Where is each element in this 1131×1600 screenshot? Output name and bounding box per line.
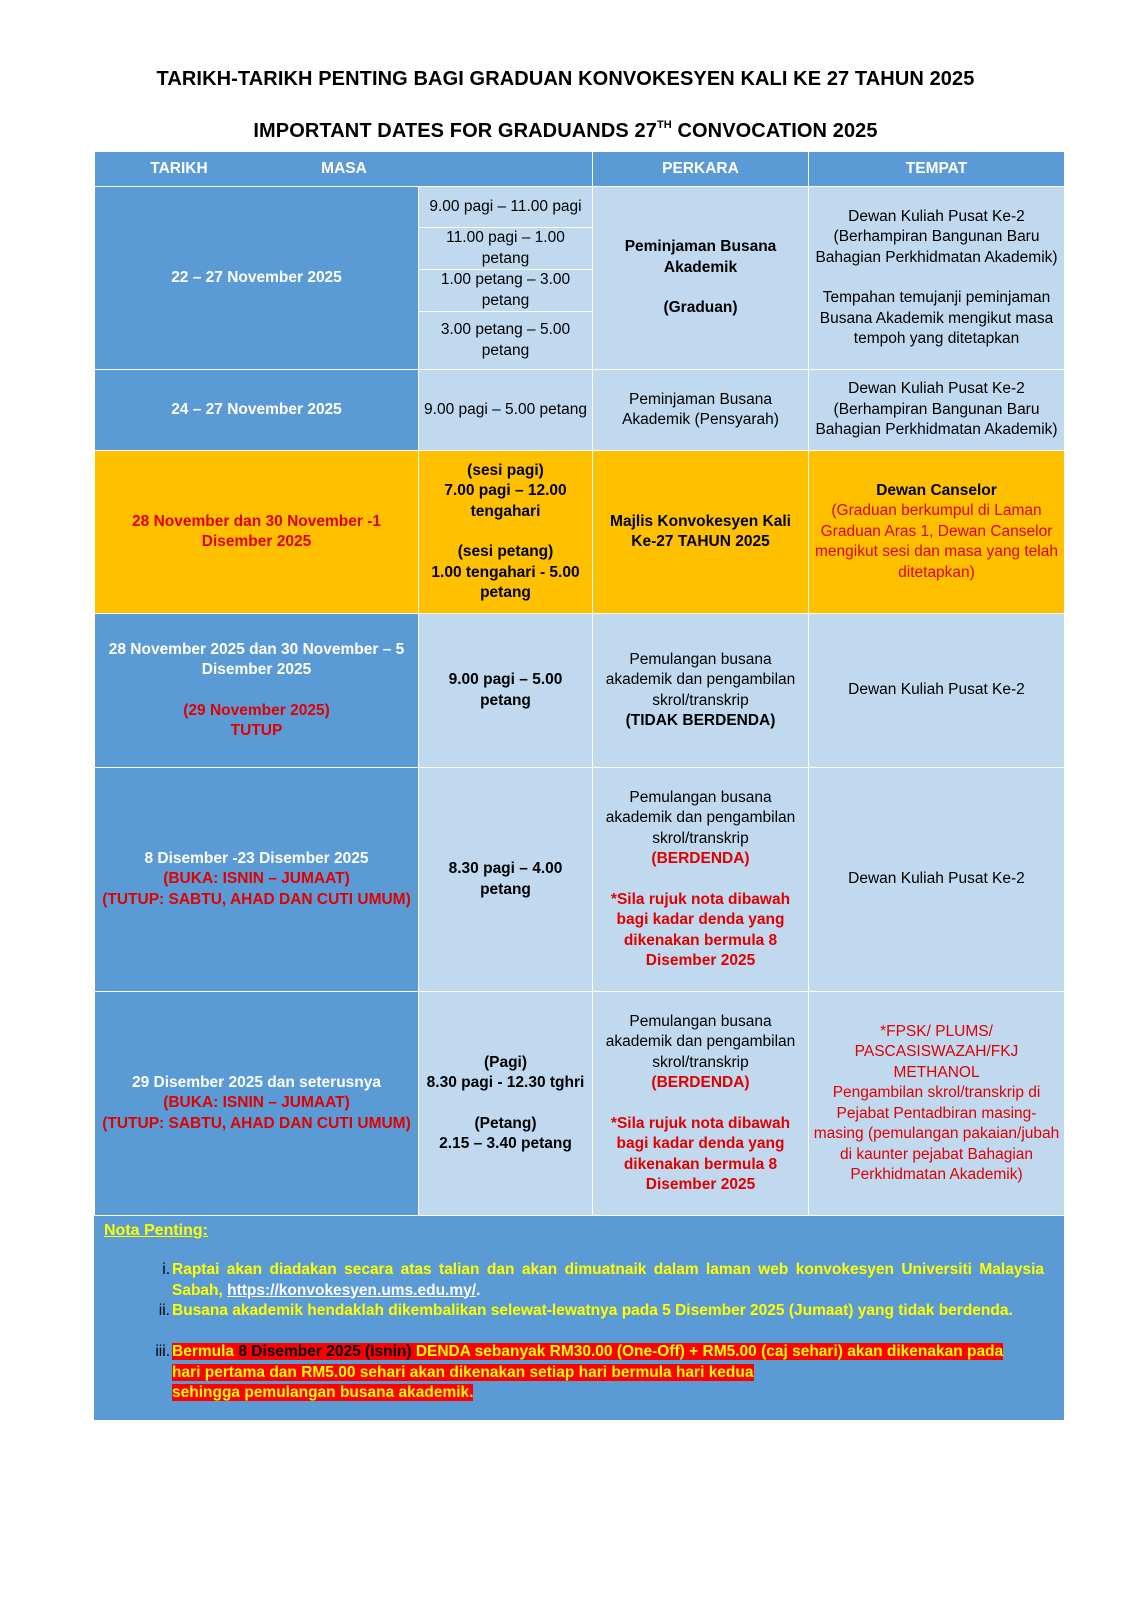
row2-time: 9.00 pagi – 5.00 petang — [419, 370, 593, 451]
convocation-website-link[interactable]: https://konvokesyen.ums.edu.my/ — [227, 1281, 477, 1299]
row1-perkara-text: Peminjaman Busana Akademik — [624, 238, 777, 276]
row4-tempat: Dewan Kuliah Pusat Ke-2 — [809, 614, 1065, 768]
note-3-part1: Bermula — [172, 1343, 239, 1360]
row4-perkara-text: Pemulangan busana akademik dan pengambilan skrol/transkrip — [605, 650, 796, 709]
row6-date-note2: (TUTUP: SABTU, AHAD DAN CUTI UMUM) — [102, 1114, 411, 1132]
note-3-line3: sehingga pemulangan busana akademik. — [172, 1384, 474, 1401]
row4-date-note2: TUTUP — [230, 722, 283, 739]
row3-time — [419, 451, 593, 614]
row3-time-a-label: (sesi pagi) — [467, 461, 544, 479]
table-header-row — [95, 152, 1065, 187]
title-english — [0, 119, 1131, 143]
row5-perkara — [593, 768, 809, 992]
row4-date-note: (29 November 2025) — [183, 701, 330, 719]
note-3-number: iii. — [155, 1343, 170, 1360]
row4-perkara-sub: (TIDAK BERDENDA) — [625, 712, 776, 729]
note-item-3 — [155, 1342, 1044, 1404]
row6-perkara-sub: (BERDENDA) — [651, 1074, 750, 1091]
row4-perkara — [593, 614, 809, 768]
note-3-date: 8 Disember 2025 (Isnin) — [238, 1343, 412, 1360]
row6-tempat-text: *FPSK/ PLUMS/ PASCASISWAZAH/FKJ METHANOL — [854, 1022, 1019, 1081]
table-row — [95, 768, 1065, 992]
row6-perkara-note: *Sila rujuk nota dibawah bagi kadar denda yang dikenakan bermula 8 Disember 2025 — [610, 1114, 791, 1193]
row2-tempat: Dewan Kuliah Pusat Ke-2 (Berhampiran Bangunan Baru Bahagian Perkhidmatan Akademik) — [809, 370, 1065, 451]
row1-time-2: 11.00 pagi – 1.00 petang — [419, 228, 593, 270]
row1-time-1: 9.00 pagi – 11.00 pagi — [419, 187, 593, 228]
note-3-part3: DENDA sebanyak RM30.00 (One-Off) + RM5.00 (caj sehari) akan dikenakan pada — [411, 1343, 1004, 1360]
header-tarikh: TARIKH — [150, 159, 208, 177]
row6-time-a: 8.30 pagi - 12.30 tghri — [426, 1074, 585, 1091]
row6-tempat-note: Pengambilan skrol/transkrip di Pejabat Pentadbiran masing-masing (pemulangan pakaian/jubah di kaunter pejabat Bahagian Perkhidmatan Akademik) — [813, 1084, 1060, 1183]
row5-date-text: 8 Disember -23 Disember 2025 — [144, 849, 369, 867]
notes-title: Nota Penting: — [104, 1222, 208, 1239]
title-english-end: CONVOCATION 2025 — [671, 120, 878, 142]
row6-date-note: (BUKA: ISNIN – JUMAAT) — [163, 1094, 350, 1112]
row3-perkara: Majlis Konvokesyen Kali Ke-27 TAHUN 2025 — [593, 451, 809, 614]
row5-tempat: Dewan Kuliah Pusat Ke-2 — [809, 768, 1065, 992]
note-item-1 — [162, 1260, 1044, 1301]
row3-date: 28 November dan 30 November -1 Disember 2025 — [95, 451, 419, 614]
row2-perkara: Peminjaman Busana Akademik (Pensyarah) — [593, 370, 809, 451]
row5-perkara-text: Pemulangan busana akademik dan pengambilan skrol/transkrip — [605, 788, 796, 847]
row3-time-b: 1.00 tengahari - 5.00 petang — [431, 563, 580, 601]
row1-perkara-sub: (Graduan) — [663, 299, 738, 317]
row5-date-note: (BUKA: ISNIN – JUMAAT) — [163, 870, 350, 888]
row5-perkara-note: *Sila rujuk nota dibawah bagi kadar denda yang dikenakan bermula 8 Disember 2025 — [610, 890, 791, 969]
title-malay: TARIKH-TARIKH PENTING BAGI GRADUAN KONVOKESYEN KALI KE 27 TAHUN 2025 — [156, 68, 975, 90]
row3-time-b-label: (sesi petang) — [457, 543, 554, 560]
important-notes — [94, 1216, 1064, 1420]
row1-perkara — [593, 187, 809, 370]
row5-date — [95, 768, 419, 992]
header-tarikh-masa — [95, 152, 593, 187]
note-2-number: ii. — [158, 1302, 170, 1319]
row6-date — [95, 992, 419, 1216]
header-masa: MASA — [321, 159, 367, 177]
row6-time-b-label: (Petang) — [474, 1114, 537, 1132]
row6-time-b: 2.15 – 3.40 petang — [439, 1135, 572, 1152]
header-perkara: PERKARA — [593, 152, 809, 187]
row3-tempat — [809, 451, 1065, 614]
title-english-main: IMPORTANT DATES FOR GRADUANDS 27 — [253, 120, 657, 142]
row5-date-note2: (TUTUP: SABTU, AHAD DAN CUTI UMUM) — [102, 890, 411, 908]
row4-time: 9.00 pagi – 5.00 petang — [419, 614, 593, 768]
note-1-end: . — [476, 1281, 481, 1299]
header-tempat: TEMPAT — [809, 152, 1065, 187]
note-1-number: i. — [162, 1261, 170, 1278]
table-row — [95, 370, 1065, 451]
row6-time-a-label: (Pagi) — [483, 1053, 528, 1071]
row4-date — [95, 614, 419, 768]
row6-perkara-text: Pemulangan busana akademik dan pengambilan skrol/transkrip — [605, 1012, 796, 1071]
row1-tempat-note: Tempahan temujanji peminjaman Busana Akademik mengikut masa tempoh yang ditetapkan — [819, 289, 1054, 347]
note-item-2 — [158, 1301, 1044, 1322]
row6-tempat — [809, 992, 1065, 1216]
table-row — [95, 451, 1065, 614]
note-2-text: Busana akademik hendaklah dikembalikan selewat-lewatnya pada 5 Disember 2025 (Jumaat) yang tidak berdenda. — [172, 1302, 1013, 1319]
note-1-text: Raptai akan diadakan secara atas talian dan akan dimuatnaik dalam laman web konvokesyen Universiti Malaysia Sabah, — [172, 1261, 1044, 1299]
row2-date: 24 – 27 November 2025 — [95, 370, 419, 451]
table-row — [95, 187, 1065, 228]
table-row — [95, 992, 1065, 1216]
row1-tempat — [809, 187, 1065, 370]
row5-perkara-sub: (BERDENDA) — [651, 850, 750, 867]
table-row — [95, 614, 1065, 768]
row4-date-text: 28 November 2025 dan 30 November – 5 Disember 2025 — [108, 640, 405, 678]
row1-date: 22 – 27 November 2025 — [95, 187, 419, 370]
row5-time: 8.30 pagi – 4.00 petang — [419, 768, 593, 992]
note-3-line2: hari pertama dan RM5.00 sehari akan dikenakan setiap hari bermula hari kedua — [172, 1363, 754, 1381]
title-english-superscript: TH — [656, 119, 672, 131]
row3-time-a: 7.00 pagi – 12.00 tengahari — [444, 482, 567, 520]
row6-perkara — [593, 992, 809, 1216]
row6-date-text: 29 Disember 2025 dan seterusnya — [132, 1073, 381, 1091]
row3-tempat-note: (Graduan berkumpul di Laman Graduan Aras 1, Dewan Canselor mengikut sesi dan masa yang telah ditetapkan) — [815, 502, 1058, 581]
dates-table — [94, 151, 1065, 1216]
row1-time-3: 1.00 petang – 3.00 petang — [419, 270, 593, 312]
row1-time-4: 3.00 petang – 5.00 petang — [419, 312, 593, 370]
row1-tempat-text: Dewan Kuliah Pusat Ke-2 (Berhampiran Bangunan Baru Bahagian Perkhidmatan Akademik) — [815, 207, 1058, 266]
row3-tempat-text: Dewan Canselor — [876, 481, 997, 499]
row6-time — [419, 992, 593, 1216]
